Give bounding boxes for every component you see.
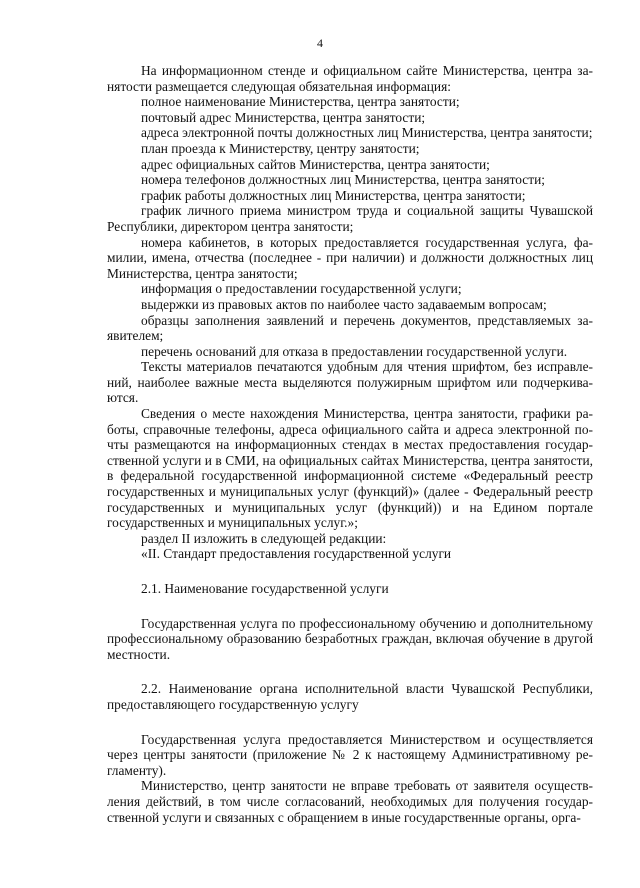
paragraph: выдержки из правовых актов по наиболее часто задаваемым вопросам;	[141, 296, 547, 312]
paragraph: раздел II изложить в следующей редакции:	[141, 530, 387, 546]
page-number: 4	[317, 36, 323, 50]
paragraph: номера кабинетов, в которых предоставляется государственная услуга, фамилии, имена, отчества (последнее - при наличии) и должности должностных лиц Министерства, центра занятости;	[107, 234, 593, 281]
paragraph: Государственная услуга предоставляется Министерством и осуществляется через центры занятости (приложение № 2 к настоящему Административному регламенту).	[107, 731, 593, 778]
paragraph: почтовый адрес Министерства, центра занятости;	[141, 109, 426, 125]
paragraph: номера телефонов должностных лиц Министерства, центра занятости;	[141, 172, 545, 188]
paragraph: адреса электронной почты должностных лиц Министерства, центра занятости;	[141, 125, 593, 141]
paragraph: Тексты материалов печатаются удобным для чтения шрифтом, без исправлений, наиболее важные места выделяются полужирным шрифтом или подчеркиваются.	[107, 359, 593, 406]
paragraph: образцы заполнения заявлений и перечень документов, представляемых заявителем;	[107, 312, 593, 344]
paragraph: На информационном стенде и официальном сайте Министерства, центра занятости размещается следующая обязательная информация:	[107, 63, 593, 94]
paragraph: план проезда к Министерству, центру занятости;	[141, 140, 420, 156]
paragraph: Государственная услуга по профессиональному обучению и дополнительному профессиональному образованию безработных граждан, включая обучение в другой местности.	[107, 615, 593, 662]
paragraph: информация о предоставлении государственной услуги;	[141, 281, 462, 297]
paragraph: Министерство, центр занятости не вправе требовать от заявителя осуществления действий, в том числе согласований, необходимых для получения государственной услуги и связанных с обращением в иные государственные органы, орга-	[107, 778, 593, 825]
section-heading: «II. Стандарт предоставления государственной услуги	[141, 546, 452, 562]
paragraph: график работы должностных лиц Министерства, центра занятости;	[141, 187, 526, 203]
paragraph: Сведения о месте нахождения Министерства, центра занятости, графики работы, справочные телефоны, адреса официального сайта и адреса электронной почты размещаются на информационных стендах в местах предоставления государственной услуги и в СМИ, на официальных сайтах Министерства, центра занятости, в федеральной государственной информационной системе «Федеральный реестр государственных и муниципальных услуг (функций)» (далее - Федеральный реестр государственных и муниципальных услуг (функций)) и на Едином портале государственных и муниципальных услуг.»;	[107, 406, 593, 531]
section-heading: 2.2. Наименование органа исполнительной власти Чувашской Республики, предоставляющего государственную услугу	[107, 681, 593, 712]
document-body	[107, 63, 593, 825]
paragraph: адрес официальных сайтов Министерства, центра занятости;	[141, 156, 490, 172]
section-heading: 2.1. Наименование государственной услуги	[141, 581, 389, 596]
paragraph: перечень оснований для отказа в предоставлении государственной услуги.	[141, 343, 568, 359]
paragraph: график личного приема министром труда и социальной защиты Чувашской Республики, директором центра занятости;	[107, 203, 593, 234]
paragraph: полное наименование Министерства, центра занятости;	[141, 94, 460, 110]
